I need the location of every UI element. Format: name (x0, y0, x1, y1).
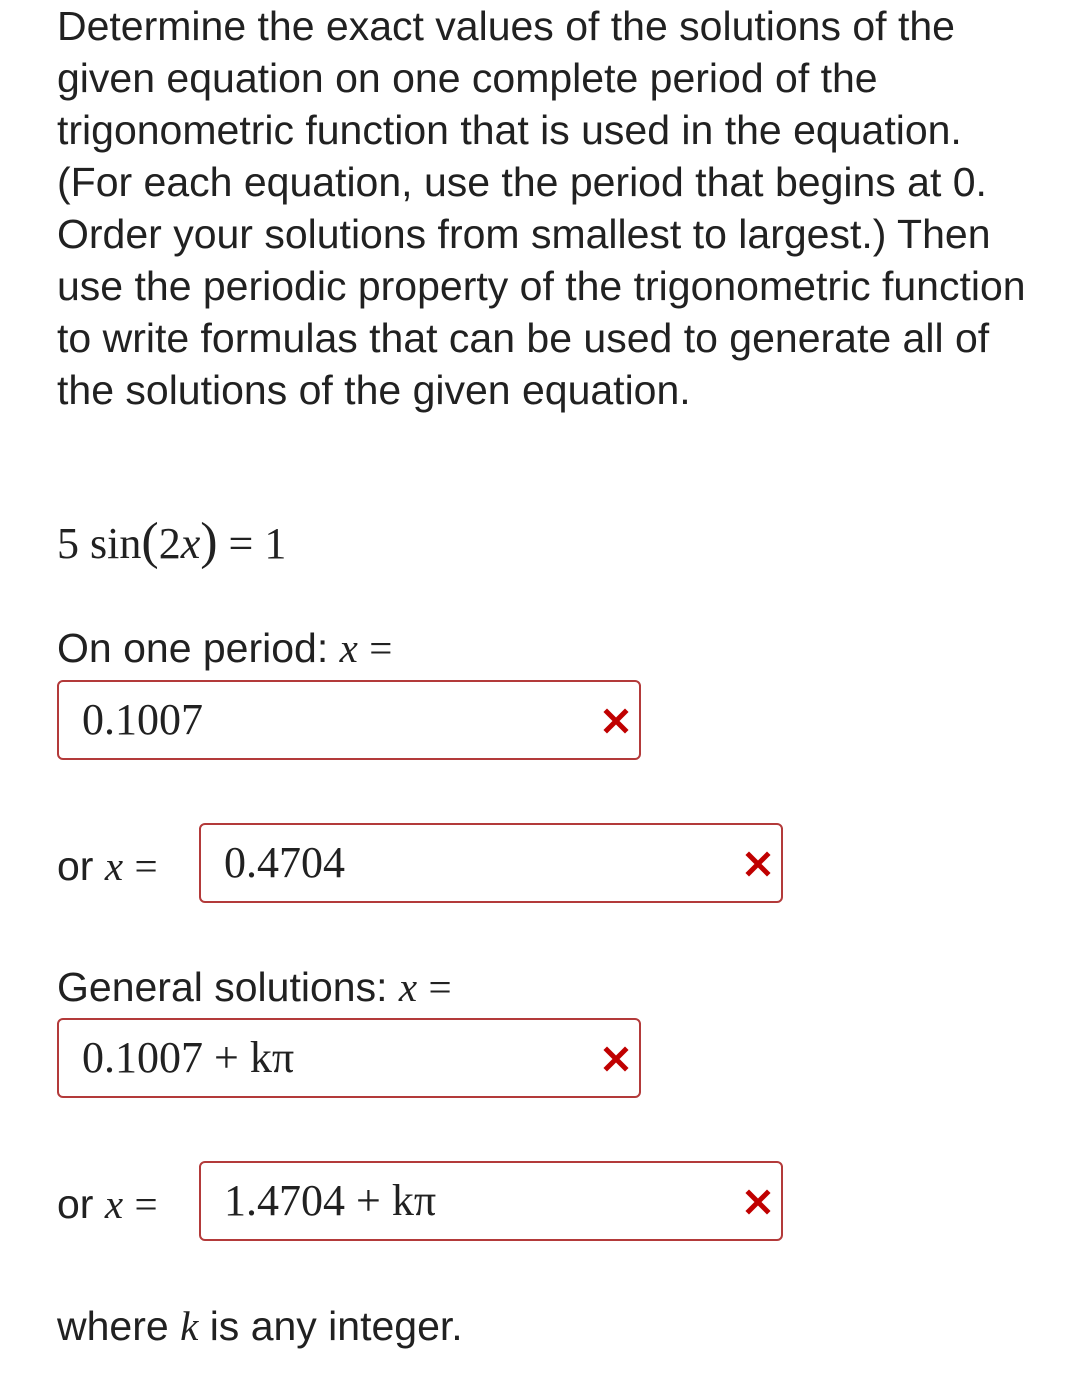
one-period-variable: x (339, 625, 358, 671)
one-period-answer-2-field[interactable] (199, 823, 783, 903)
integer-note-where: where (57, 1303, 169, 1349)
integer-note (57, 1300, 463, 1352)
one-period-or-label (57, 840, 158, 892)
general-answer-2-field[interactable] (199, 1161, 783, 1241)
one-period-or-variable: x (104, 843, 124, 889)
equation-function: sin (90, 519, 142, 568)
general-solutions-label (57, 961, 452, 1013)
equation-arg-coefficient: 2 (158, 519, 181, 568)
one-period-label-text: On one period: (57, 625, 329, 671)
equation-equals: = (228, 519, 254, 568)
general-answer-1-value: 0.1007 + kπ (82, 1033, 295, 1082)
x-mark-icon (603, 1046, 629, 1072)
equation-coefficient: 5 (57, 519, 79, 568)
equation (57, 512, 286, 574)
general-or-label (57, 1178, 158, 1230)
x-mark-icon (603, 708, 629, 734)
one-period-answer-2-value: 0.4704 (224, 838, 345, 887)
general-solutions-equals: = (428, 964, 452, 1010)
one-period-answer-1-value: 0.1007 (82, 695, 203, 744)
x-mark-icon (745, 1189, 771, 1215)
one-period-label (57, 622, 392, 674)
general-answer-2-value: 1.4704 + kπ (224, 1176, 437, 1225)
general-or-variable: x (104, 1181, 124, 1227)
general-solutions-label-text: General solutions: (57, 964, 388, 1010)
general-or-text: or (57, 1181, 94, 1227)
general-or-equals: = (134, 1181, 158, 1227)
general-answer-1-field[interactable] (57, 1018, 641, 1098)
integer-note-rest: is any integer. (209, 1303, 463, 1349)
general-solutions-variable: x (398, 964, 418, 1010)
one-period-equals: = (369, 625, 393, 671)
x-mark-icon (745, 851, 771, 877)
equation-open-paren: ( (141, 513, 159, 570)
equation-close-paren: ) (200, 513, 218, 570)
equation-variable: x (180, 519, 201, 568)
problem-prompt: Determine the exact values of the solutions of the given equation on one complete period of the trigonometric function that is used in the equation. (For each equation, use the period that begins at 0. Order your solutions from smallest to largest.) Then use the periodic property of the trigonometric function to write formulas that can be used to generate all of the solutions of the given equation. (57, 3, 1026, 413)
one-period-or-equals: = (134, 843, 158, 889)
equation-rhs: 1 (264, 519, 287, 568)
integer-note-variable: k (180, 1303, 199, 1349)
one-period-or-text: or (57, 843, 94, 889)
one-period-answer-1-field[interactable] (57, 680, 641, 760)
